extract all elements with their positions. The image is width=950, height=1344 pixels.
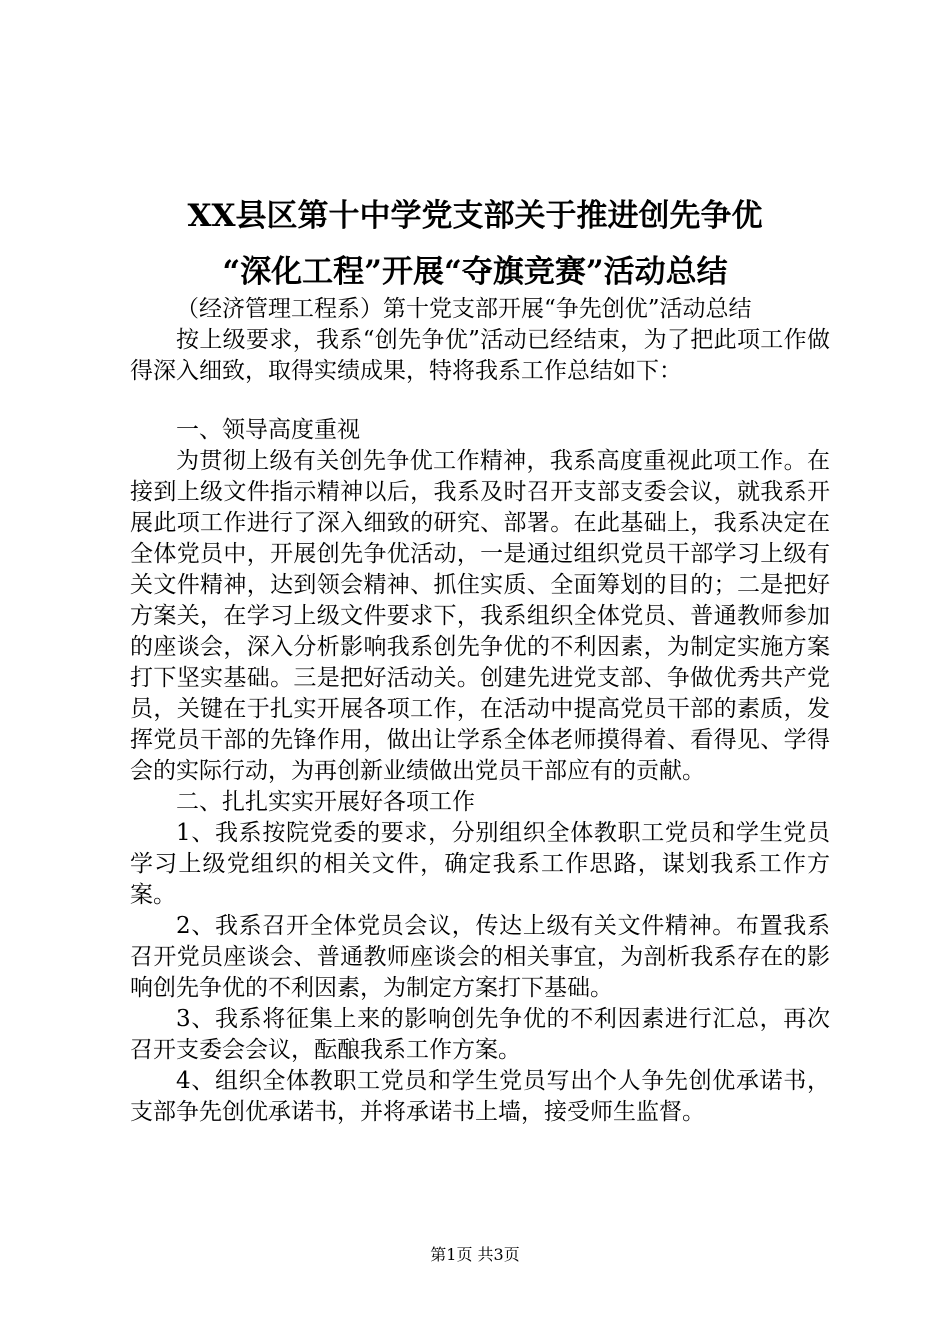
paragraph-item-1: 1、我系按院党委的要求，分别组织全体教职工党员和学生党员学习上级党组织的相关文件，确定我系工作思路，谋划我系工作方案。 (130, 820, 830, 908)
title-line-2: “深化工程”开展“夺旗竞赛”活动总结 (222, 254, 728, 290)
document-title (110, 188, 840, 300)
section-heading-2: 二、扎扎实实开展好各项工作 (176, 789, 475, 815)
paragraph-item-2: 2、我系召开全体党员会议，传达上级有关文件精神。布置我系召开党员座谈会、普通教师座谈会的相关事宜，为剖析我系存在的影响创先争优的不利因素，为制定方案打下基础。 (130, 913, 830, 1001)
paragraph-spacer (130, 387, 830, 415)
page-footer: 第1页 共3页 (430, 1245, 520, 1264)
paragraph-intro: 按上级要求，我系“创先争优”活动已经结束，为了把此项工作做得深入细致，取得实绩成果，特将我系工作总结如下： (130, 327, 830, 384)
paragraph-subtitle: （经济管理工程系）第十党支部开展“争先创优”活动总结 (176, 296, 752, 322)
section-heading-1: 一、领导高度重视 (176, 417, 360, 443)
paragraph-section-1: 为贯彻上级有关创先争优工作精神，我系高度重视此项工作。在接到上级文件指示精神以后，我系及时召开支部支委会议，就我系开展此项工作进行了深入细致的研究、部署。在此基础上，我系决定在全体党员中，开展创先争优活动，一是通过组织党员干部学习上级有关文件精神，达到领会精神、抓住实质、全面筹划的目的；二是把好方案关，在学习上级文件要求下，我系组织全体党员、普通教师参加的座谈会，深入分析影响我系创先争优的不利因素，为制定实施方案打下坚实基础。三是把好活动关。创建先进党支部、争做优秀共产党员，关键在于扎实开展各项工作，在活动中提高党员干部的素质，发挥党员干部的先锋作用，做出让学系全体老师摸得着、看得见、学得会的实际行动，为再创新业绩做出党员干部应有的贡献。 (130, 448, 830, 784)
paragraph-item-3: 3、我系将征集上来的影响创先争优的不利因素进行汇总，再次召开支委会会议，酝酿我系工作方案。 (130, 1006, 830, 1063)
document-body (130, 294, 830, 1128)
paragraph-item-4: 4、组织全体教职工党员和学生党员写出个人争先创优承诺书，支部争先创优承诺书，并将承诺书上墙，接受师生监督。 (130, 1068, 830, 1125)
title-line-1: XX县区第十中学党支部关于推进创先争优 (187, 198, 763, 234)
